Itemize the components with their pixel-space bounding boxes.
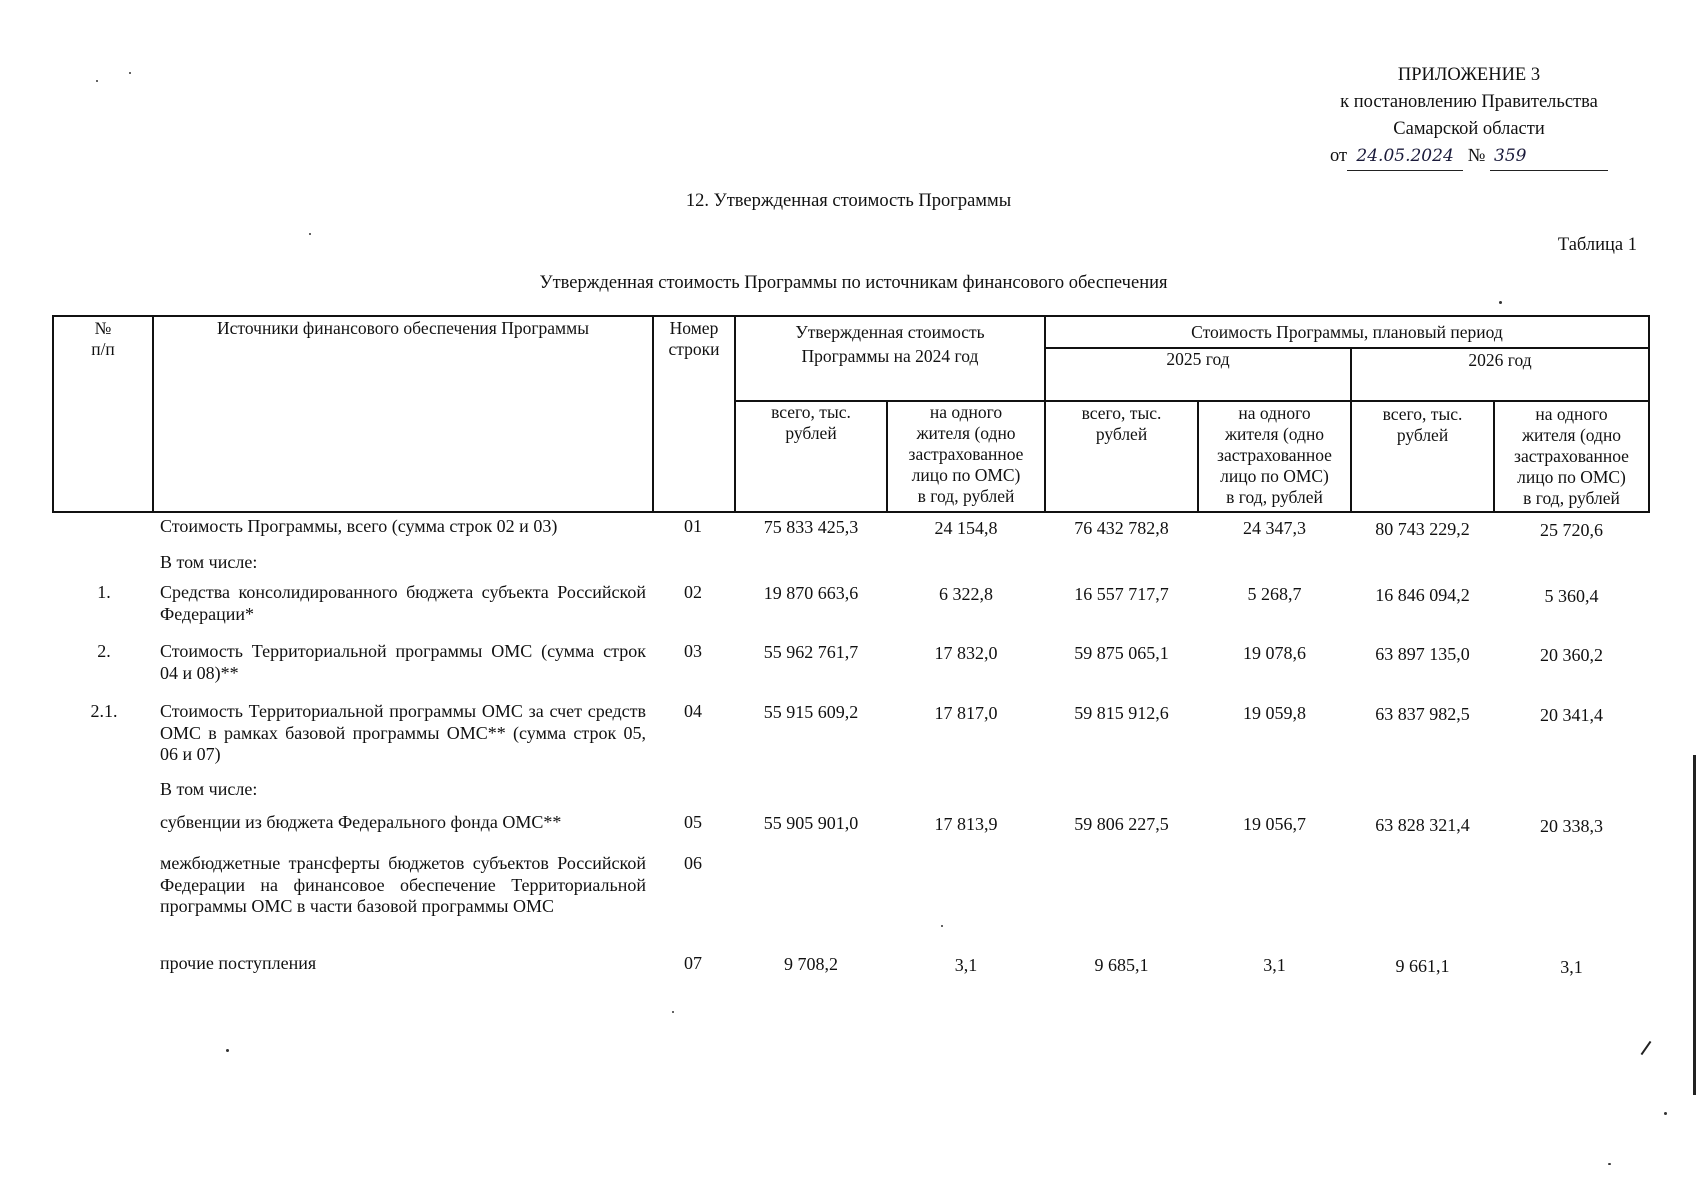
value-2024-per-capita: 17 817,0: [934, 703, 998, 723]
table-caption: Утвержденная стоимость Программы по источникам финансового обеспечения: [539, 273, 1168, 293]
source-cell: Стоимость Территориальной программы ОМС (сумма строк 04 и 08)**: [160, 641, 646, 683]
source-cell: межбюджетные трансферты бюджетов субъектов Российской Федерации на финансовое обеспечение Территориальной программы ОМС в части базовой программы ОМС: [160, 853, 646, 916]
appendix-header: [1309, 62, 1629, 171]
handwritten-date: 24.05.2024: [1347, 143, 1463, 171]
row-number-cell: 06: [684, 853, 702, 873]
value-2025-total: 9 685,1: [1094, 955, 1149, 975]
scan-speck: [226, 1049, 229, 1052]
value-2025-per-capita: 19 059,8: [1243, 703, 1306, 723]
source-cell: Стоимость Территориальной программы ОМС за счет средств ОМС в рамках базовой программы ОМС** (сумма строк 05, 06 и 07): [160, 701, 646, 764]
value-2025-total: 59 806 227,5: [1074, 814, 1169, 834]
col-border: [152, 315, 154, 512]
row-number-cell: 04: [684, 701, 702, 721]
value-2025-per-capita: 5 268,7: [1247, 584, 1302, 604]
source-cell: прочие поступления: [160, 953, 317, 973]
scan-speck: [1499, 301, 1502, 304]
value-2024-per-capita: 6 322,8: [939, 584, 993, 604]
value-2025-per-capita: 19 056,7: [1243, 814, 1306, 834]
scan-mark: [1641, 1041, 1652, 1055]
value-2026-per-capita: 20 341,4: [1540, 705, 1603, 725]
header-top-border: [52, 315, 1650, 317]
value-2025-per-capita: 24 347,3: [1243, 518, 1306, 538]
source-cell: Стоимость Программы, всего (сумма строк 02 и 03): [160, 516, 558, 536]
scan-speck: [309, 233, 311, 235]
value-2024-per-capita: 17 832,0: [934, 643, 998, 663]
row-number-cell: 02: [684, 582, 702, 602]
value-2026-total: 80 743 229,2: [1375, 519, 1470, 539]
value-2025-total: 59 815 912,6: [1074, 703, 1169, 723]
value-2024-total: 19 870 663,6: [763, 583, 859, 603]
scan-speck: [941, 925, 943, 927]
col-border: [1648, 315, 1650, 512]
header-year-2025: 2025 год: [1166, 349, 1230, 369]
section-title: 12. Утвержденная стоимость Программы: [685, 191, 1012, 211]
pp-cell: 1.: [97, 582, 111, 602]
table-label: Таблица 1: [1557, 235, 1637, 255]
row-number-cell: 01: [684, 516, 702, 536]
value-2025-per-capita: 19 078,6: [1243, 643, 1306, 663]
value-2024-total: 55 905 901,0: [763, 813, 859, 833]
value-2025-total: 76 432 782,8: [1074, 518, 1169, 538]
header-bottom-border: [52, 511, 1650, 513]
header-2024-total: всего, тыс. рублей: [771, 402, 851, 443]
header-2026-total: всего, тыс. рублей: [1382, 404, 1463, 445]
header-planned-period: Стоимость Программы, плановый период: [1191, 322, 1503, 342]
value-2025-total: 59 875 065,1: [1074, 643, 1169, 663]
header-approved-2024: Утвержденная стоимость Программы на 2024 год: [795, 322, 985, 366]
value-2026-per-capita: 25 720,6: [1540, 520, 1603, 540]
value-2026-total: 63 897 135,0: [1375, 644, 1470, 664]
value-2026-total: 63 837 982,5: [1375, 704, 1470, 724]
region-name: Самарской области: [1393, 119, 1545, 139]
value-2025-total: 16 557 717,7: [1074, 584, 1169, 604]
scan-speck: [1664, 1112, 1667, 1115]
value-2024-total: 9 708,2: [784, 954, 838, 974]
value-2024-total: 55 962 761,7: [763, 642, 859, 662]
header-row-number: Номер строки: [668, 318, 720, 359]
source-cell: В том числе:: [160, 779, 258, 799]
scan-speck: [1608, 1163, 1611, 1165]
scan-speck: [129, 72, 131, 74]
row-number-cell: 05: [684, 812, 702, 832]
row-number-cell: 07: [684, 953, 702, 973]
header-2026-per-capita: на одного жителя (одно застрахованное лицо по ОМС) в год, рублей: [1514, 404, 1629, 508]
value-2024-per-capita: 24 154,8: [934, 518, 998, 538]
handwritten-number: 359: [1490, 143, 1608, 171]
row-number-cell: 03: [684, 641, 702, 661]
header-source: Источники финансового обеспечения Программы: [217, 318, 589, 338]
value-2026-total: 16 846 094,2: [1375, 585, 1470, 605]
pp-cell: 2.1.: [90, 701, 118, 721]
source-cell: В том числе:: [160, 552, 258, 572]
scan-speck: [672, 1011, 674, 1013]
value-2025-per-capita: 3,1: [1263, 955, 1286, 975]
header-pp: № п/п: [91, 318, 115, 359]
resolution-reference: к постановлению Правительства: [1340, 92, 1598, 112]
resolution-date-line: [1309, 143, 1629, 171]
value-2026-per-capita: 20 338,3: [1540, 816, 1603, 836]
value-2024-total: 55 915 609,2: [763, 702, 859, 722]
value-2026-per-capita: 5 360,4: [1544, 586, 1599, 606]
value-2026-per-capita: 20 360,2: [1540, 645, 1603, 665]
header-2025-per-capita: на одного жителя (одно застрахованное лицо по ОМС) в год, рублей: [1217, 403, 1332, 507]
source-cell: субвенции из бюджета Федерального фонда ОМС**: [160, 812, 562, 832]
value-2024-total: 75 833 425,3: [763, 517, 859, 537]
number-prefix: №: [1467, 146, 1486, 166]
value-2026-per-capita: 3,1: [1560, 957, 1583, 977]
header-year-2026: 2026 год: [1468, 350, 1532, 370]
scan-edge-line: [1693, 755, 1696, 1095]
pp-cell: 2.: [97, 641, 111, 661]
value-2026-total: 63 828 321,4: [1375, 815, 1470, 835]
date-prefix: от: [1330, 146, 1348, 166]
header-2024-per-capita: на одного жителя (одно застрахованное лицо по ОМС) в год, рублей: [908, 402, 1024, 506]
value-2026-total: 9 661,1: [1395, 956, 1450, 976]
value-2024-per-capita: 17 813,9: [934, 814, 998, 834]
value-2024-per-capita: 3,1: [954, 955, 978, 975]
header-2025-total: всего, тыс. рублей: [1081, 403, 1162, 444]
source-cell: Средства консолидированного бюджета субъекта Российской Федерации*: [160, 582, 646, 624]
scan-speck: [96, 80, 98, 82]
appendix-title: ПРИЛОЖЕНИЕ 3: [1397, 65, 1541, 85]
